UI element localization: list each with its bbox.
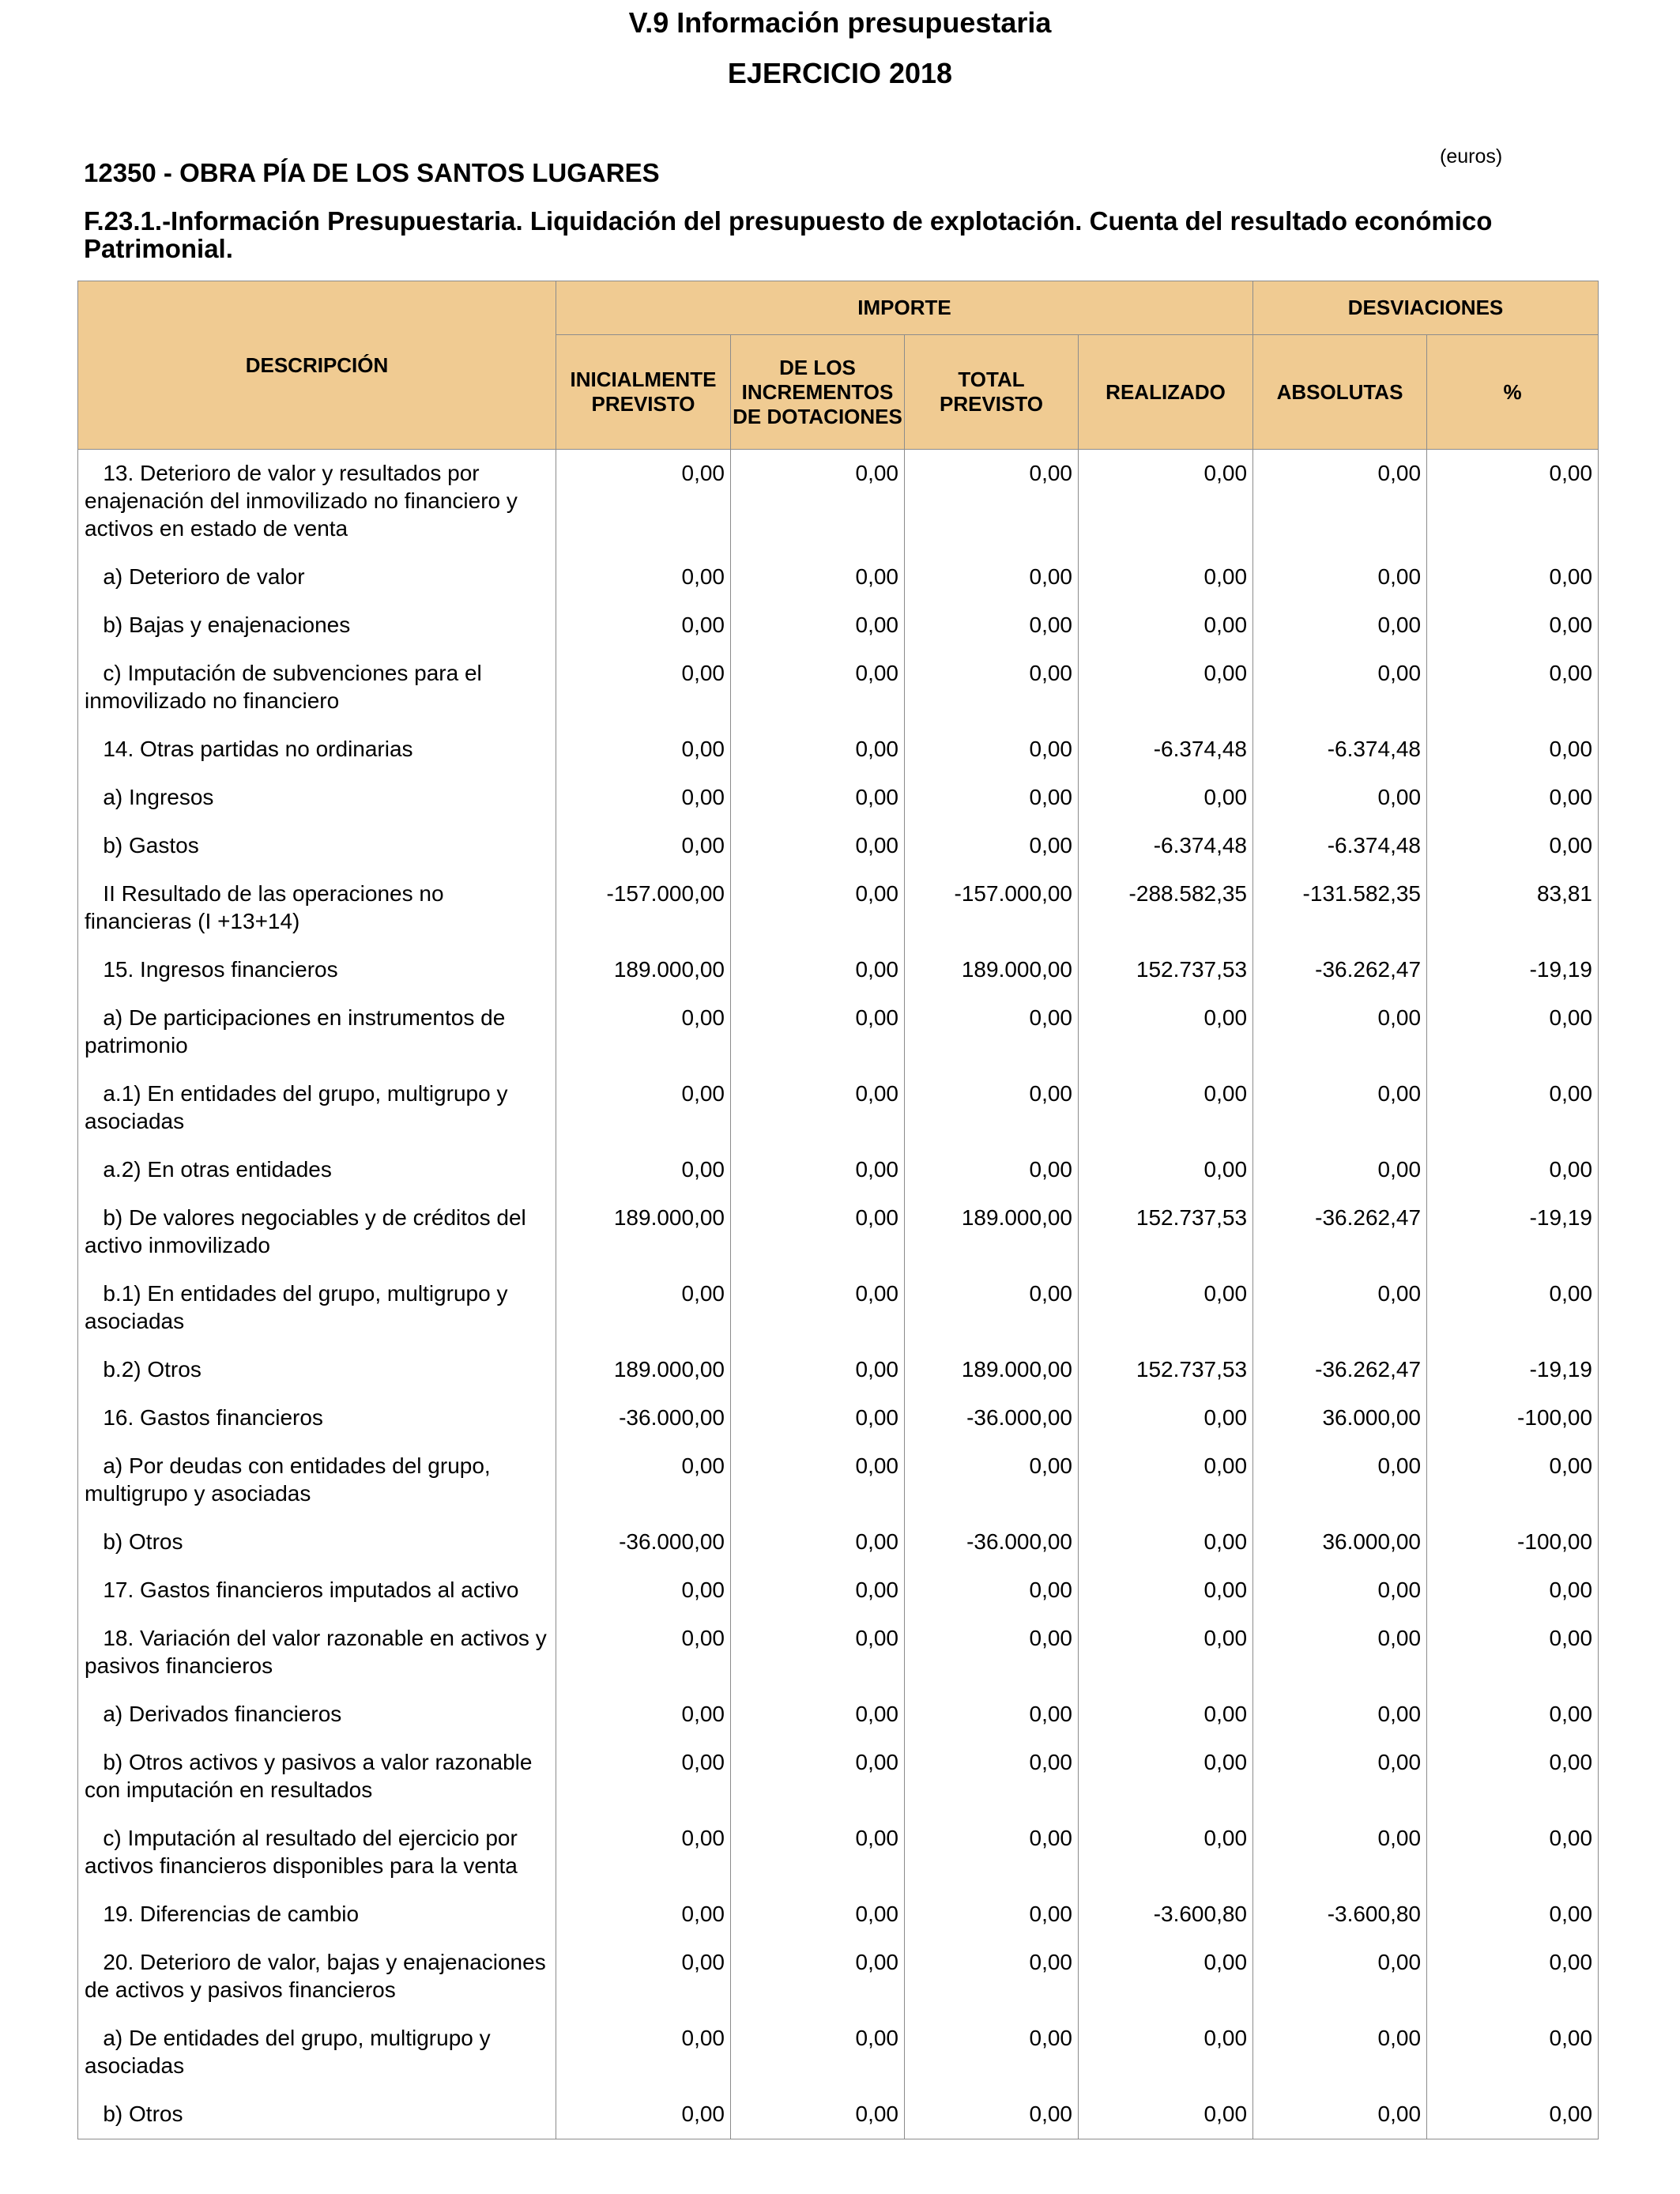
cell-total-previsto: 0,00 <box>905 601 1079 650</box>
cell-total-previsto: 0,00 <box>905 2090 1079 2139</box>
cell-realizado: 0,00 <box>1079 1394 1253 1442</box>
cell-realizado: 0,00 <box>1079 450 1253 554</box>
header-desviaciones: DESVIACIONES <box>1253 281 1599 335</box>
cell-realizado: 0,00 <box>1079 1615 1253 1691</box>
cell-percent: 0,00 <box>1427 2015 1599 2090</box>
cell-total-previsto: 0,00 <box>905 1939 1079 2015</box>
table-header <box>78 281 1599 450</box>
header-inicialmente-previsto: INICIALMENTE PREVISTO <box>556 335 731 450</box>
cell-absolutas: 36.000,00 <box>1253 1518 1427 1566</box>
cell-inicialmente-previsto: 0,00 <box>556 726 731 774</box>
cell-incrementos: 0,00 <box>731 870 905 946</box>
header-percent: % <box>1427 335 1599 450</box>
cell-incrementos: 0,00 <box>731 1939 905 2015</box>
cell-inicialmente-previsto: 0,00 <box>556 822 731 870</box>
cell-incrementos: 0,00 <box>731 2090 905 2139</box>
cell-total-previsto: 0,00 <box>905 726 1079 774</box>
cell-incrementos: 0,00 <box>731 1691 905 1739</box>
row-description-text: a) Derivados financieros <box>103 1702 342 1726</box>
cell-absolutas: -36.262,47 <box>1253 1346 1427 1394</box>
row-description-text: a.1) En entidades del grupo, multigrupo y asociadas <box>85 1081 508 1133</box>
row-description <box>78 1070 556 1146</box>
row-description <box>78 1691 556 1739</box>
cell-percent: 0,00 <box>1427 1615 1599 1691</box>
table-row <box>78 601 1599 650</box>
row-description-text: a) Por deudas con entidades del grupo, multigrupo y asociadas <box>85 1453 491 1506</box>
cell-realizado: 0,00 <box>1079 1939 1253 2015</box>
cell-percent: 0,00 <box>1427 1566 1599 1615</box>
cell-inicialmente-previsto: 0,00 <box>556 2015 731 2090</box>
cell-realizado: -6.374,48 <box>1079 726 1253 774</box>
cell-absolutas: -131.582,35 <box>1253 870 1427 946</box>
cell-absolutas: 0,00 <box>1253 1070 1427 1146</box>
cell-percent: 0,00 <box>1427 774 1599 822</box>
units-label: (euros) <box>1440 145 1503 168</box>
cell-incrementos: 0,00 <box>731 1566 905 1615</box>
cell-percent: 83,81 <box>1427 870 1599 946</box>
cell-percent: -100,00 <box>1427 1518 1599 1566</box>
cell-inicialmente-previsto: 0,00 <box>556 1270 731 1346</box>
row-description-text: c) Imputación al resultado del ejercicio por activos financieros disponibles para la venta <box>85 1826 518 1878</box>
form-title: F.23.1.-Información Presupuestaria. Liquidación del presupuesto de explotación. Cuenta del resultado económico Patrimonial. <box>84 206 1493 263</box>
row-description <box>78 1442 556 1518</box>
cell-inicialmente-previsto: 0,00 <box>556 1070 731 1146</box>
table-row <box>78 1615 1599 1691</box>
cell-incrementos: 0,00 <box>731 601 905 650</box>
cell-percent: 0,00 <box>1427 1442 1599 1518</box>
row-description-text: b) Bajas y enajenaciones <box>103 613 351 637</box>
row-description <box>78 1615 556 1691</box>
table-row <box>78 774 1599 822</box>
row-description-text: 14. Otras partidas no ordinarias <box>103 737 413 761</box>
table-row <box>78 1691 1599 1739</box>
cell-inicialmente-previsto: 0,00 <box>556 1615 731 1691</box>
row-description <box>78 1194 556 1270</box>
row-description <box>78 1146 556 1194</box>
row-description <box>78 774 556 822</box>
cell-incrementos: 0,00 <box>731 1739 905 1815</box>
cell-realizado: 0,00 <box>1079 650 1253 726</box>
cell-absolutas: 0,00 <box>1253 774 1427 822</box>
cell-incrementos: 0,00 <box>731 1270 905 1346</box>
cell-inicialmente-previsto: -36.000,00 <box>556 1518 731 1566</box>
cell-inicialmente-previsto: 0,00 <box>556 1691 731 1739</box>
table-row <box>78 1891 1599 1939</box>
cell-total-previsto: 0,00 <box>905 1891 1079 1939</box>
row-description-text: 13. Deterioro de valor y resultados por enajenación del inmovilizado no financiero y activos en estado de venta <box>85 461 518 541</box>
cell-realizado: 152.737,53 <box>1079 1194 1253 1270</box>
table-row <box>78 2015 1599 2090</box>
cell-incrementos: 0,00 <box>731 1070 905 1146</box>
cell-inicialmente-previsto: 0,00 <box>556 1146 731 1194</box>
row-description-text: 18. Variación del valor razonable en activos y pasivos financieros <box>85 1626 547 1678</box>
cell-realizado: 0,00 <box>1079 2015 1253 2090</box>
cell-absolutas: 0,00 <box>1253 601 1427 650</box>
cell-percent: 0,00 <box>1427 1891 1599 1939</box>
cell-realizado: 0,00 <box>1079 2090 1253 2139</box>
cell-total-previsto: 0,00 <box>905 650 1079 726</box>
cell-percent: -100,00 <box>1427 1394 1599 1442</box>
row-description-text: b.2) Otros <box>103 1357 202 1382</box>
row-description <box>78 1346 556 1394</box>
cell-total-previsto: 0,00 <box>905 774 1079 822</box>
table-row <box>78 1394 1599 1442</box>
cell-percent: -19,19 <box>1427 946 1599 994</box>
header-descripcion: DESCRIPCIÓN <box>78 281 556 450</box>
cell-inicialmente-previsto: 189.000,00 <box>556 1346 731 1394</box>
row-description-text: a.2) En otras entidades <box>103 1157 332 1182</box>
table-body <box>78 450 1599 2139</box>
cell-total-previsto: 0,00 <box>905 553 1079 601</box>
cell-incrementos: 0,00 <box>731 1394 905 1442</box>
entity-name: 12350 - OBRA PÍA DE LOS SANTOS LUGARES <box>84 158 660 187</box>
cell-percent: 0,00 <box>1427 450 1599 554</box>
cell-absolutas: 0,00 <box>1253 1615 1427 1691</box>
row-description <box>78 726 556 774</box>
cell-inicialmente-previsto: 0,00 <box>556 1442 731 1518</box>
cell-realizado: 0,00 <box>1079 994 1253 1070</box>
row-description <box>78 1939 556 2015</box>
table-row <box>78 553 1599 601</box>
row-description <box>78 1270 556 1346</box>
cell-absolutas: 0,00 <box>1253 1146 1427 1194</box>
cell-inicialmente-previsto: 0,00 <box>556 1566 731 1615</box>
cell-total-previsto: 0,00 <box>905 994 1079 1070</box>
row-description <box>78 1566 556 1615</box>
cell-realizado: 0,00 <box>1079 601 1253 650</box>
cell-incrementos: 0,00 <box>731 2015 905 2090</box>
row-description <box>78 1891 556 1939</box>
row-description <box>78 553 556 601</box>
header-incrementos: DE LOS INCREMENTOS DE DOTACIONES <box>731 335 905 450</box>
cell-total-previsto: 0,00 <box>905 1739 1079 1815</box>
cell-incrementos: 0,00 <box>731 553 905 601</box>
cell-incrementos: 0,00 <box>731 726 905 774</box>
table-row <box>78 870 1599 946</box>
table-row <box>78 2090 1599 2139</box>
row-description <box>78 870 556 946</box>
row-description-text: 20. Deterioro de valor, bajas y enajenaciones de activos y pasivos financieros <box>85 1950 546 2002</box>
cell-total-previsto: 0,00 <box>905 1815 1079 1891</box>
row-description <box>78 650 556 726</box>
table-row <box>78 450 1599 554</box>
cell-percent: 0,00 <box>1427 1939 1599 2015</box>
cell-realizado: -288.582,35 <box>1079 870 1253 946</box>
cell-inicialmente-previsto: 0,00 <box>556 1739 731 1815</box>
cell-total-previsto: 0,00 <box>905 1566 1079 1615</box>
cell-incrementos: 0,00 <box>731 1815 905 1891</box>
cell-absolutas: -6.374,48 <box>1253 726 1427 774</box>
cell-incrementos: 0,00 <box>731 994 905 1070</box>
cell-inicialmente-previsto: 0,00 <box>556 601 731 650</box>
cell-percent: 0,00 <box>1427 822 1599 870</box>
cell-absolutas: 0,00 <box>1253 1442 1427 1518</box>
cell-total-previsto: 0,00 <box>905 822 1079 870</box>
table-row <box>78 726 1599 774</box>
cell-absolutas: 0,00 <box>1253 553 1427 601</box>
row-description-text: 15. Ingresos financieros <box>103 957 338 982</box>
row-description <box>78 1815 556 1891</box>
cell-incrementos: 0,00 <box>731 1615 905 1691</box>
cell-absolutas: -6.374,48 <box>1253 822 1427 870</box>
cell-total-previsto: 0,00 <box>905 1442 1079 1518</box>
fiscal-year-title: EJERCICIO 2018 <box>727 57 953 89</box>
row-description-text: b) Otros activos y pasivos a valor razonable con imputación en resultados <box>85 1750 533 1802</box>
cell-inicialmente-previsto: 0,00 <box>556 1939 731 2015</box>
cell-total-previsto: 0,00 <box>905 1691 1079 1739</box>
cell-inicialmente-previsto: 0,00 <box>556 650 731 726</box>
cell-percent: 0,00 <box>1427 650 1599 726</box>
cell-inicialmente-previsto: -157.000,00 <box>556 870 731 946</box>
row-description-text: c) Imputación de subvenciones para el inmovilizado no financiero <box>85 661 482 713</box>
cell-incrementos: 0,00 <box>731 774 905 822</box>
cell-total-previsto: 0,00 <box>905 1615 1079 1691</box>
row-description <box>78 994 556 1070</box>
cell-incrementos: 0,00 <box>731 1346 905 1394</box>
table-row <box>78 822 1599 870</box>
row-description-text: a) Deterioro de valor <box>103 564 305 589</box>
cell-realizado: -6.374,48 <box>1079 822 1253 870</box>
cell-realizado: 0,00 <box>1079 1270 1253 1346</box>
cell-percent: 0,00 <box>1427 553 1599 601</box>
cell-percent: 0,00 <box>1427 994 1599 1070</box>
cell-absolutas: 0,00 <box>1253 1691 1427 1739</box>
cell-incrementos: 0,00 <box>731 946 905 994</box>
cell-inicialmente-previsto: 0,00 <box>556 450 731 554</box>
cell-absolutas: -36.262,47 <box>1253 946 1427 994</box>
cell-incrementos: 0,00 <box>731 1891 905 1939</box>
cell-percent: -19,19 <box>1427 1346 1599 1394</box>
cell-absolutas: 0,00 <box>1253 1270 1427 1346</box>
cell-realizado: 0,00 <box>1079 1518 1253 1566</box>
cell-percent: 0,00 <box>1427 1815 1599 1891</box>
row-description-text: 16. Gastos financieros <box>103 1405 323 1430</box>
report-title: V.9 Información presupuestaria <box>628 6 1052 39</box>
cell-realizado: 0,00 <box>1079 1146 1253 1194</box>
row-description-text: 19. Diferencias de cambio <box>103 1902 360 1926</box>
cell-absolutas: 0,00 <box>1253 1939 1427 2015</box>
row-description <box>78 2015 556 2090</box>
cell-inicialmente-previsto: 0,00 <box>556 1891 731 1939</box>
cell-realizado: 0,00 <box>1079 553 1253 601</box>
cell-realizado: 0,00 <box>1079 1070 1253 1146</box>
cell-percent: 0,00 <box>1427 1739 1599 1815</box>
table-row <box>78 1518 1599 1566</box>
cell-incrementos: 0,00 <box>731 650 905 726</box>
row-description-text: a) De entidades del grupo, multigrupo y asociadas <box>85 2026 491 2078</box>
cell-total-previsto: 189.000,00 <box>905 1194 1079 1270</box>
table-row <box>78 1939 1599 2015</box>
row-description <box>78 946 556 994</box>
row-description-text: b) Otros <box>103 2102 183 2126</box>
table-row <box>78 1070 1599 1146</box>
table-row <box>78 1739 1599 1815</box>
cell-absolutas: 36.000,00 <box>1253 1394 1427 1442</box>
header-absolutas: ABSOLUTAS <box>1253 335 1427 450</box>
cell-absolutas: 0,00 <box>1253 1815 1427 1891</box>
table-row <box>78 1442 1599 1518</box>
header-importe: IMPORTE <box>556 281 1253 335</box>
table-row <box>78 994 1599 1070</box>
cell-absolutas: -36.262,47 <box>1253 1194 1427 1270</box>
cell-realizado: 0,00 <box>1079 1566 1253 1615</box>
cell-percent: 0,00 <box>1427 1691 1599 1739</box>
cell-inicialmente-previsto: 0,00 <box>556 553 731 601</box>
row-description <box>78 1518 556 1566</box>
cell-incrementos: 0,00 <box>731 1518 905 1566</box>
row-description-text: 17. Gastos financieros imputados al activo <box>103 1578 519 1602</box>
cell-total-previsto: 189.000,00 <box>905 1346 1079 1394</box>
cell-total-previsto: 0,00 <box>905 450 1079 554</box>
cell-realizado: -3.600,80 <box>1079 1891 1253 1939</box>
cell-absolutas: 0,00 <box>1253 650 1427 726</box>
row-description-text: a) Ingresos <box>103 785 214 809</box>
cell-total-previsto: -36.000,00 <box>905 1394 1079 1442</box>
cell-incrementos: 0,00 <box>731 1194 905 1270</box>
cell-percent: 0,00 <box>1427 601 1599 650</box>
row-description-text: b.1) En entidades del grupo, multigrupo y asociadas <box>85 1281 508 1333</box>
row-description-text: b) De valores negociables y de créditos del activo inmovilizado <box>85 1205 526 1257</box>
row-description-text: b) Otros <box>103 1529 183 1554</box>
row-description-text: II Resultado de las operaciones no financieras (I +13+14) <box>85 881 444 933</box>
table-row <box>78 1566 1599 1615</box>
cell-absolutas: 0,00 <box>1253 2015 1427 2090</box>
cell-incrementos: 0,00 <box>731 1146 905 1194</box>
cell-inicialmente-previsto: 0,00 <box>556 994 731 1070</box>
row-description-text: a) De participaciones en instrumentos de patrimonio <box>85 1005 506 1057</box>
cell-absolutas: 0,00 <box>1253 994 1427 1070</box>
table-row <box>78 1815 1599 1891</box>
cell-realizado: 0,00 <box>1079 1442 1253 1518</box>
cell-absolutas: -3.600,80 <box>1253 1891 1427 1939</box>
cell-absolutas: 0,00 <box>1253 2090 1427 2139</box>
cell-total-previsto: -36.000,00 <box>905 1518 1079 1566</box>
header-realizado: REALIZADO <box>1079 335 1253 450</box>
cell-percent: 0,00 <box>1427 1270 1599 1346</box>
cell-percent: 0,00 <box>1427 726 1599 774</box>
cell-percent: 0,00 <box>1427 1146 1599 1194</box>
table-row <box>78 1346 1599 1394</box>
row-description <box>78 601 556 650</box>
cell-total-previsto: 0,00 <box>905 1146 1079 1194</box>
header-total-previsto: TOTAL PREVISTO <box>905 335 1079 450</box>
table-row <box>78 1194 1599 1270</box>
row-description <box>78 822 556 870</box>
cell-total-previsto: 0,00 <box>905 2015 1079 2090</box>
cell-total-previsto: 189.000,00 <box>905 946 1079 994</box>
cell-incrementos: 0,00 <box>731 1442 905 1518</box>
cell-realizado: 0,00 <box>1079 1739 1253 1815</box>
cell-percent: -19,19 <box>1427 1194 1599 1270</box>
cell-incrementos: 0,00 <box>731 450 905 554</box>
row-description-text: b) Gastos <box>103 833 199 858</box>
table-row <box>78 946 1599 994</box>
cell-inicialmente-previsto: 189.000,00 <box>556 1194 731 1270</box>
cell-percent: 0,00 <box>1427 1070 1599 1146</box>
cell-percent: 0,00 <box>1427 2090 1599 2139</box>
cell-total-previsto: -157.000,00 <box>905 870 1079 946</box>
cell-realizado: 152.737,53 <box>1079 946 1253 994</box>
table-row <box>78 1270 1599 1346</box>
row-description <box>78 1739 556 1815</box>
cell-incrementos: 0,00 <box>731 822 905 870</box>
budget-table <box>77 281 1599 2139</box>
cell-realizado: 0,00 <box>1079 774 1253 822</box>
table-row <box>78 650 1599 726</box>
row-description <box>78 450 556 554</box>
cell-inicialmente-previsto: 0,00 <box>556 2090 731 2139</box>
table-row <box>78 1146 1599 1194</box>
cell-absolutas: 0,00 <box>1253 1739 1427 1815</box>
cell-realizado: 0,00 <box>1079 1691 1253 1739</box>
row-description <box>78 2090 556 2139</box>
cell-inicialmente-previsto: 189.000,00 <box>556 946 731 994</box>
cell-absolutas: 0,00 <box>1253 1566 1427 1615</box>
cell-realizado: 0,00 <box>1079 1815 1253 1891</box>
cell-inicialmente-previsto: 0,00 <box>556 1815 731 1891</box>
cell-total-previsto: 0,00 <box>905 1270 1079 1346</box>
row-description <box>78 1394 556 1442</box>
cell-absolutas: 0,00 <box>1253 450 1427 554</box>
cell-inicialmente-previsto: -36.000,00 <box>556 1394 731 1442</box>
cell-realizado: 152.737,53 <box>1079 1346 1253 1394</box>
cell-inicialmente-previsto: 0,00 <box>556 774 731 822</box>
cell-total-previsto: 0,00 <box>905 1070 1079 1146</box>
